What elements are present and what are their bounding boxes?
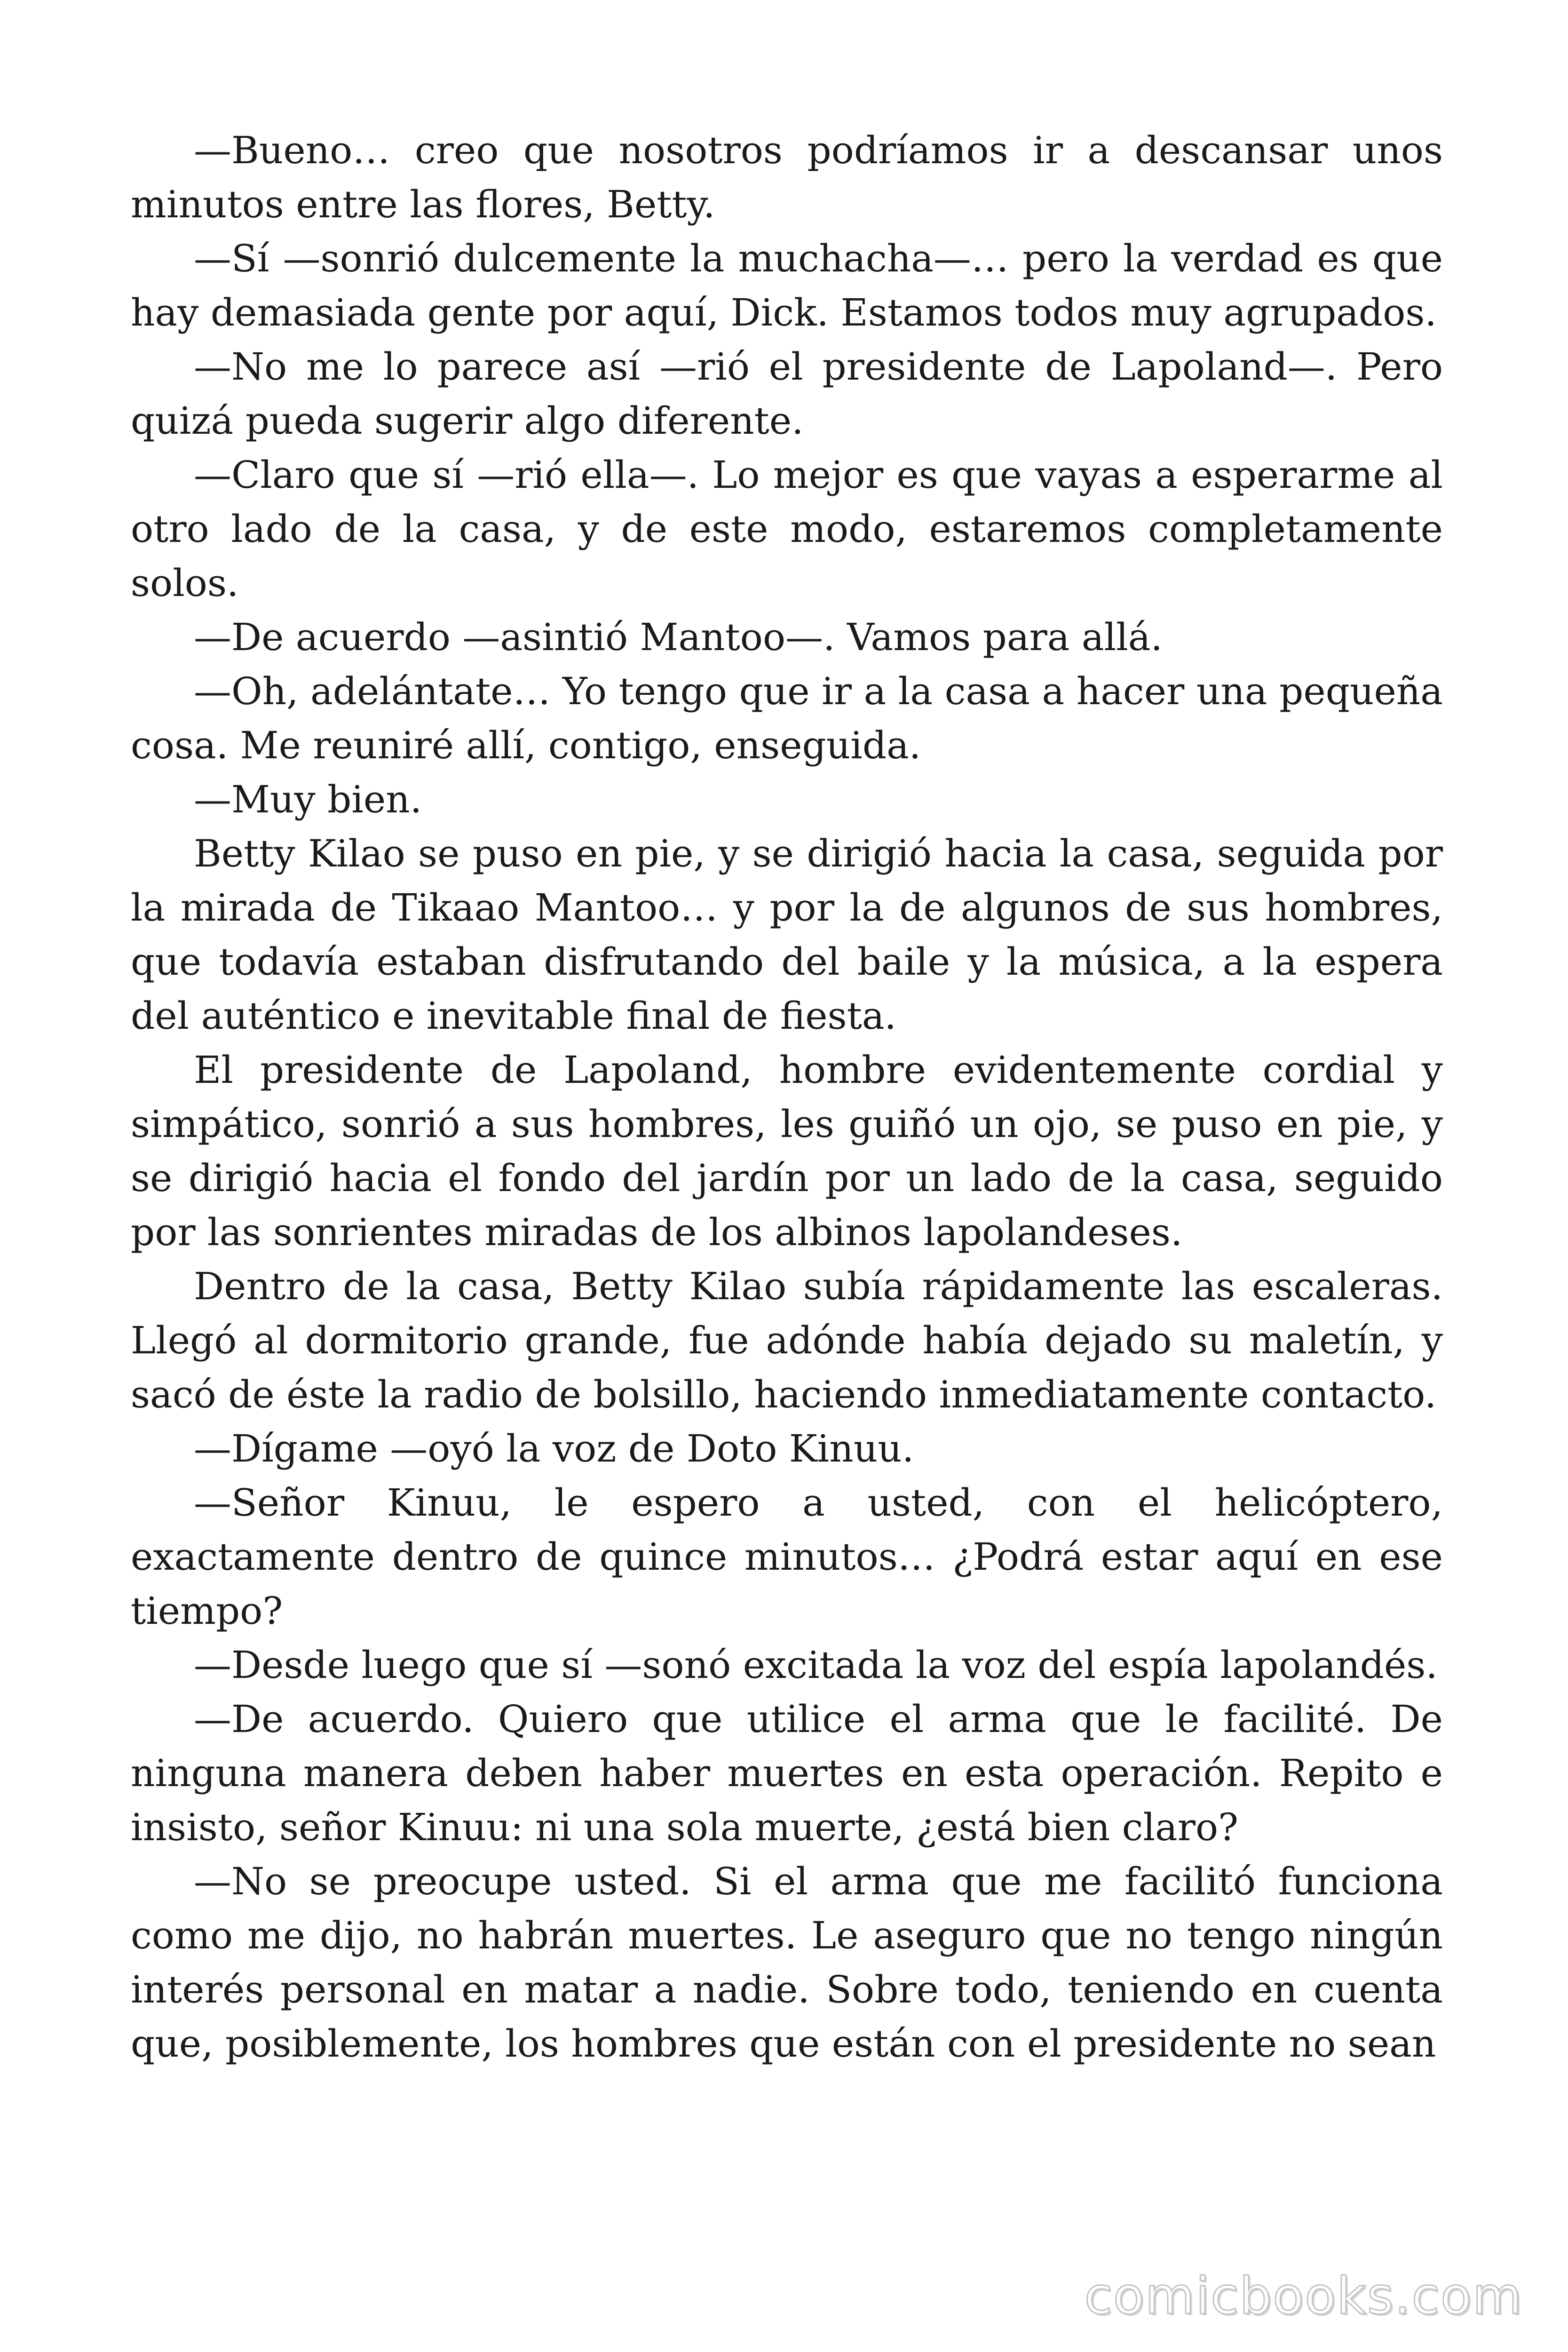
site-watermark: comicbooks.com — [1084, 2267, 1523, 2326]
paragraph-2: —Sí —sonrió dulcemente la muchacha—… pero la verdad es que hay demasiada gente por aquí, Dick. Estamos todos muy agrupados. — [131, 237, 1443, 334]
paragraph-3: —No me lo parece así —rió el presidente de Lapoland—. Pero quizá pueda sugerir algo diferente. — [131, 345, 1443, 443]
paragraph-12: —Señor Kinuu, le espero a usted, con el helicóptero, exactamente dentro de quince minutos… ¿Podrá estar aquí en ese tiempo? — [131, 1481, 1443, 1633]
body-text — [131, 123, 1443, 2071]
paragraph-5: —De acuerdo —asintió Mantoo—. Vamos para allá. — [194, 615, 1163, 659]
paragraph-11: —Dígame —oyó la voz de Doto Kinuu. — [194, 1427, 914, 1470]
paragraph-9: El presidente de Lapoland, hombre evidentemente cordial y simpático, sonrió a sus hombres, les guiñó un ojo, se puso en pie, y se dirigió hacia el fondo del jardín por un lado de la casa, seguido por las sonrientes miradas de los albinos lapolandeses. — [131, 1048, 1443, 1254]
paragraph-14: —De acuerdo. Quiero que utilice el arma que le facilité. De ninguna manera deben haber muertes en esta operación. Repito e insisto, señor Kinuu: ni una sola muerte, ¿está bien claro? — [131, 1697, 1443, 1849]
paragraph-4: —Claro que sí —rió ella—. Lo mejor es que vayas a esperarme al otro lado de la casa, y de este modo, estaremos completamente solos. — [131, 453, 1443, 605]
paragraph-13: —Desde luego que sí —sonó excitada la voz del espía lapolandés. — [194, 1643, 1438, 1687]
paragraph-1: —Bueno… creo que nosotros podríamos ir a descansar unos minutos entre las flores, Betty. — [131, 128, 1443, 226]
paragraph-10: Dentro de la casa, Betty Kilao subía rápidamente las escaleras. Llegó al dormitorio grande, fue adónde había dejado su maletín, y sacó de éste la radio de bolsillo, haciendo inmediatamente contacto. — [131, 1264, 1443, 1416]
paragraph-15: —No se preocupe usted. Si el arma que me facilitó funciona como me dijo, no habrán muertes. Le aseguro que no tengo ningún interés personal en matar a nadie. Sobre todo, teniendo en cuenta que, posiblemente, los hombres que están con el presidente no sean — [131, 1859, 1443, 2066]
paragraph-6: —Oh, adelántate… Yo tengo que ir a la casa a hacer una pequeña cosa. Me reuniré allí, contigo, enseguida. — [131, 669, 1443, 767]
paragraph-7: —Muy bien. — [194, 778, 422, 821]
paragraph-8: Betty Kilao se puso en pie, y se dirigió hacia la casa, seguida por la mirada de Tikaao Mantoo… y por la de algunos de sus hombres, que todavía estaban disfrutando del baile y la música, a la espera del auténtico e inevitable final de fiesta. — [131, 832, 1443, 1038]
